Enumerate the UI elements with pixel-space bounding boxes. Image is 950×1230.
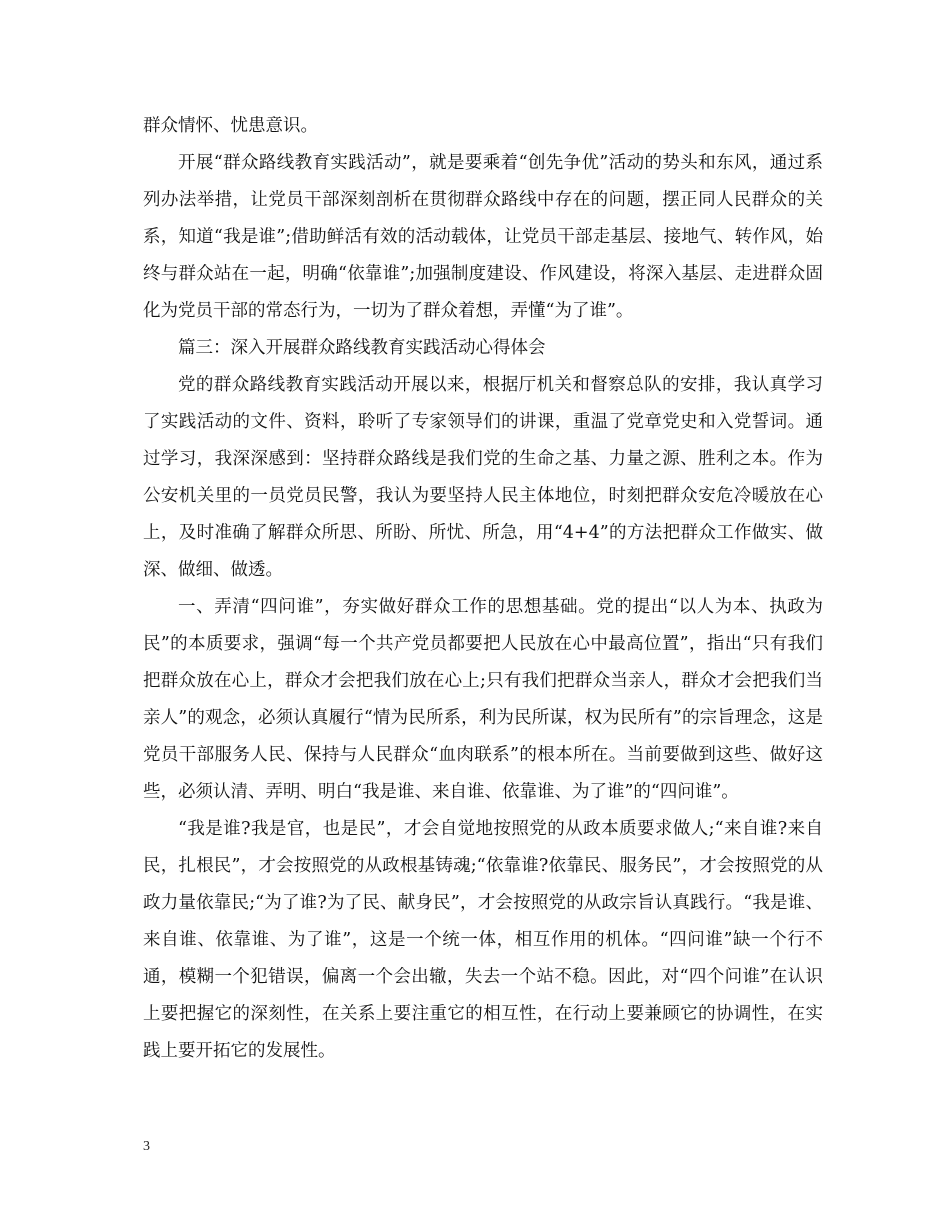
paragraph-four-questions: 一、弄清“四问谁”，夯实做好群众工作的思想基础。党的提出“以人为本、执政为民”的本质要求，强调“每一个共产党员都要把人民放在心中最高位置”，指出“只有我们把群众放在心上，群众才会把我们放在心上;只有我们把群众当亲人，群众才会把我们当亲人”的观念，必须认真履行“情为民所系，利为民所谋，权为民所有”的宗旨理念，这是党员干部服务人民、保持与人民群众“血肉联系”的根本所在。当前要做到这些、做好这些，必须认清、弄明、明白“我是谁、来自谁、依靠谁、为了谁”的“四问谁”。: [143, 597, 823, 802]
document-body: [143, 108, 823, 1070]
paragraph-continuation: 群众情怀、忧患意识。: [143, 116, 318, 136]
page-number: 3: [143, 1139, 150, 1154]
paragraph-study-reflection: 党的群众路线教育实践活动开展以来，根据厅机关和督察总队的安排，我认真学习了实践活动的文件、资料，聆听了专家领导们的讲课，重温了党章党史和入党誓词。通过学习，我深深感到：坚持群众路线是我们党的生命之基、力量之源、胜利之本。作为公安机关里的一员党员民警，我认为要坚持人民主体地位，时刻把群众安危冷暖放在心上，及时准确了解群众所思、所盼、所忧、所急，用“4+4”的方法把群众工作做实、做深、做细、做透。: [143, 375, 823, 580]
paragraph-campaign-description: 开展“群众路线教育实践活动”，就是要乘着“创先争优”活动的势头和东风，通过系列办法举措，让党员干部深刻剖析在贯彻群众路线中存在的问题，摆正同人民群众的关系，知道“我是谁”;借助鲜活有效的活动载体，让党员干部走基层、接地气、转作风，始终与群众站在一起，明确“依靠谁”;加强制度建设、作风建设，将深入基层、走进群众固化为党员干部的常态行为，一切为了群众着想，弄懂“为了谁”。: [143, 153, 823, 321]
section-heading: 篇三：深入开展群众路线教育实践活动心得体会: [178, 338, 546, 358]
paragraph-four-questions-detail: “我是谁?我是官，也是民”，才会自觉地按照党的从政本质要求做人;“来自谁?来自民，扎根民”，才会按照党的从政根基铸魂;“依靠谁?依靠民、服务民”，才会按照党的从政力量依靠民;“为了谁?为了民、献身民”，才会按照党的从政宗旨认真践行。“我是谁、来自谁、依靠谁、为了谁”，这是一个统一体，相互作用的机体。“四问谁”缺一个行不通，模糊一个犯错误，偏离一个会出辙，失去一个站不稳。因此，对“四个问谁”在认识上要把握它的深刻性，在关系上要注重它的相互性，在行动上要兼顾它的协调性，在实践上要开拓它的发展性。: [143, 819, 823, 1061]
